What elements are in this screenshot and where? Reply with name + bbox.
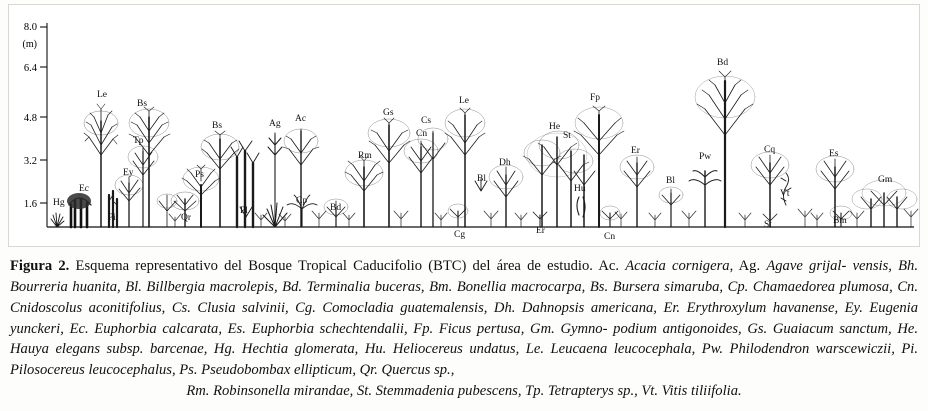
plant-pw — [689, 171, 721, 227]
forest-profile-diagram — [9, 5, 919, 246]
plant-bs-1 — [129, 107, 170, 227]
species-label-hu: Hu — [574, 184, 586, 194]
species-label-qr: Qr — [181, 213, 192, 223]
plant-dh — [489, 165, 523, 227]
species-label-he: He — [549, 122, 561, 132]
species-label-es: Es — [829, 149, 839, 159]
species-label-bd-2: Bd — [717, 58, 729, 68]
caption-line-4: Erythroxylum havanense, Ey. Eugenia yunckeri, Ec. Euphorbia calcarata, Es. Euphorbia schechtendalii, Fp. Ficus pertusa, Gm. Gymno- — [10, 299, 919, 337]
species-label-fp: Fp — [590, 93, 601, 103]
species-label-bm: Bm — [833, 216, 847, 226]
species-label-cq: Cq — [764, 145, 776, 155]
species-label-tp: Tp — [133, 136, 144, 146]
species-label-hg: Hg — [53, 198, 65, 208]
species-label-er-2: Er — [631, 146, 640, 156]
caption-figure-number: Figura 2. — [10, 258, 70, 274]
plant-er-1 — [533, 212, 547, 227]
caption-lead-text: Esquema representativo del Bosque Tropical Caducifolio (BTC) del área de estudio. Ac. — [69, 258, 626, 274]
species-label-bl-1: Bl — [477, 174, 486, 184]
plant-rm — [345, 156, 383, 227]
axis-tick-1-6: 1.6 — [23, 199, 37, 210]
caption-line-5: podium antigonoides, Gs. Guaiacum sanctum, He. Hauya elegans subsp. barcenae, Hg. Hechtia glomerata, Hu. Heliocereus undatus, Le. — [10, 320, 918, 358]
vegetation-group — [51, 71, 918, 227]
species-label-ec: Ec — [79, 184, 90, 194]
caption-line-2: vensis, Bh. Bourreria huanita, Bl. Billbergia macrolepis, Bd. Terminalia buceras, Bm. Bonellia macrocarpa, Bs. Bursera simaruba, Cp. — [10, 258, 918, 295]
species-label-ps: Ps — [195, 170, 204, 180]
plant-bl-2 — [659, 187, 683, 227]
species-label-cp: Cp — [296, 196, 308, 206]
species-label-pi: Pi — [108, 213, 116, 223]
caption-line-3: Chamaedorea plumosa, Cn. Cnidoscolus aconitifolius, Cs. Clusia salvinii, Cg. Comocladia guatemalensis, Dh. Dahnopsis americana, Er. — [10, 278, 918, 316]
caption-line-7: Rm. Robinsonella mirandae, St. Stemmadenia pubescens, Tp. Tetrapterys sp., Vt. Vitis tiliifolia. — [186, 383, 742, 400]
species-label-ag: Ag — [269, 119, 281, 129]
axis-tick-8: 8.0 — [23, 22, 37, 33]
plant-bd-tall — [695, 71, 755, 227]
axis-tick-6-4: 6.4 — [23, 63, 37, 74]
plant-tp — [128, 146, 158, 227]
species-code-labels — [53, 58, 893, 242]
plant-er-2 — [620, 155, 654, 227]
species-label-ey: Ey — [123, 168, 134, 178]
plant-cs — [418, 128, 448, 227]
species-label-bs-2: Bs — [212, 121, 223, 131]
plant-gs — [368, 118, 410, 227]
species-label-vt: Vt — [780, 189, 790, 199]
axis-unit-label: (m) — [22, 39, 37, 50]
species-label-st-2: St — [764, 220, 772, 230]
axis-tick-3-2: 3.2 — [23, 156, 37, 167]
figure-caption — [10, 256, 918, 406]
species-label-cg: Cg — [454, 230, 466, 240]
species-label-bd-1: Bd — [330, 203, 342, 213]
species-label-cn-1: Cn — [416, 129, 428, 139]
caption-line-6: Leucaena leucocephala, Pw. Philodendron warscewiczii, Pi. Pilosocereus leucocephalus, Ps. Pseudobombax ellipticum, Qr. Quercus sp., — [10, 341, 918, 379]
caption-species-ag: Agave grijal- — [766, 258, 847, 274]
caption-sep-1: , Ag. — [729, 258, 767, 274]
plant-ec — [67, 193, 91, 227]
species-label-le-1: Le — [97, 90, 108, 100]
height-axis — [40, 23, 47, 227]
species-label-er-1: Er — [536, 226, 545, 236]
species-label-bl-2: Bl — [666, 176, 675, 186]
species-label-cs: Cs — [421, 116, 432, 126]
plant-hg — [51, 213, 64, 227]
plant-shrub-a — [157, 194, 177, 227]
axis-tick-4-8: 4.8 — [23, 113, 37, 124]
plant-le-2 — [445, 108, 485, 227]
species-label-gs: Gs — [383, 108, 394, 118]
figure-panel — [8, 4, 920, 247]
plant-cn-2 — [600, 206, 620, 227]
species-label-bs-1: Bs — [137, 99, 148, 109]
species-label-pl: Pl — [240, 206, 248, 216]
caption-species-ac: Acacia cornigera — [625, 258, 730, 274]
plant-gm — [852, 180, 917, 227]
plant-ey — [115, 175, 143, 227]
species-label-dh: Dh — [499, 158, 511, 168]
species-label-rm: Rm — [358, 151, 372, 161]
species-label-cn-2: Cn — [604, 232, 616, 242]
species-label-ac: Ac — [295, 114, 307, 124]
species-label-pw: Pw — [699, 152, 712, 162]
species-label-gm: Gm — [878, 175, 893, 185]
species-label-st-1: St — [563, 131, 571, 141]
species-label-le-2: Le — [459, 96, 470, 106]
